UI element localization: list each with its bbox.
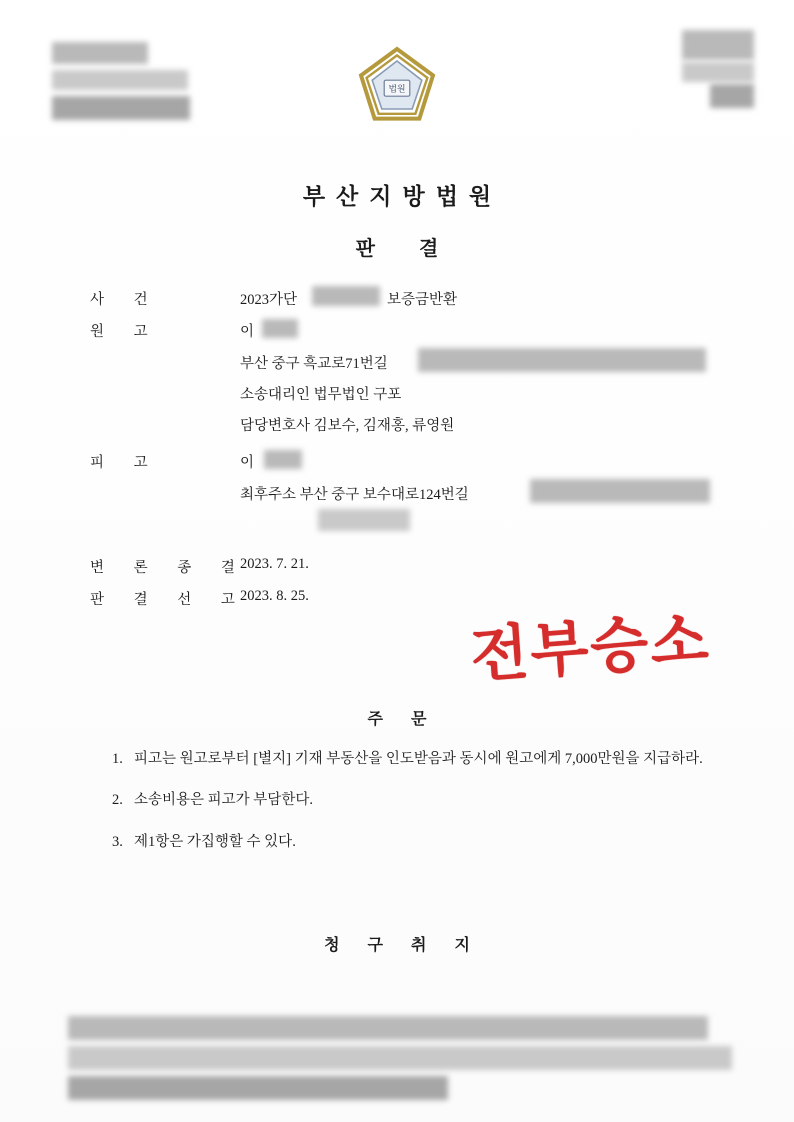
order-number: 2. [112, 792, 123, 809]
info-label-plaintiff: 원 고 [90, 324, 161, 340]
order-text: 피고는 원고로부터 [별지] 기재 부동산을 인도받음과 동시에 원고에게 7,000만원을 지급하라. [134, 751, 703, 767]
info-value-judgment-date: 2023. 8. 25. [240, 588, 309, 604]
redaction-top-right-1 [682, 30, 754, 60]
info-label-case: 사 건 [90, 292, 161, 308]
info-value-defendant [240, 451, 708, 472]
plaintiff-name: 이 [240, 324, 255, 340]
case-subject: 보증금반환 [387, 292, 458, 308]
order-number: 3. [112, 833, 123, 850]
list-item [112, 828, 712, 856]
info-value-hearing-close: 2023. 7. 21. [240, 556, 309, 572]
info-value-attorneys: 담당변호사 김보수, 김재홍, 류영원 [240, 418, 455, 434]
list-item [112, 786, 712, 814]
info-row-plaintiff-address [88, 352, 708, 383]
redaction-top-right-3 [710, 84, 754, 108]
section-heading-juumun: 주 문 [367, 711, 439, 728]
info-value-defendant-address [240, 483, 708, 504]
redaction-defendant-address-1 [530, 479, 710, 503]
redaction-bottom-line-1 [68, 1016, 708, 1040]
redaction-bottom-line-2 [68, 1046, 732, 1070]
result-stamp: 전부승소 [468, 604, 713, 692]
list-item [112, 745, 712, 773]
case-number-prefix: 2023가단 [240, 292, 298, 308]
redaction-defendant-address-2 [318, 509, 410, 531]
redaction-top-right-2 [682, 62, 754, 82]
svg-text:법원: 법원 [388, 84, 406, 95]
plaintiff-address: 부산 중구 흑교로71번길 [240, 356, 388, 372]
redaction-top-left-3 [52, 96, 190, 120]
info-row-hearing-close [88, 556, 708, 588]
orders-list [112, 745, 712, 869]
case-info-block [88, 288, 708, 620]
info-label-judgment-date: 판 결 선 고 [90, 592, 248, 608]
defendant-address: 최후주소 부산 중구 보수대로124번길 [240, 487, 469, 503]
info-row-case [88, 288, 708, 320]
info-value-legal-rep: 소송대리인 법무법인 구포 [240, 387, 402, 403]
redaction-bottom-line-3 [68, 1076, 448, 1100]
order-number: 1. [112, 751, 123, 767]
defendant-name: 이 [240, 455, 255, 471]
order-text: 제1항은 가집행할 수 있다. [134, 833, 296, 850]
redaction-plaintiff-name [262, 319, 298, 338]
redaction-plaintiff-address [418, 348, 706, 372]
section-heading-chunggu: 청 구 취 지 [324, 937, 482, 954]
redaction-top-left-1 [52, 42, 148, 64]
redaction-bottom-paragraph [60, 1010, 740, 1100]
redaction-top-left-2 [52, 70, 188, 90]
info-value-case [240, 288, 708, 309]
info-row-defendant-address [88, 483, 708, 514]
info-row-legal-rep [88, 383, 708, 414]
document-title: 판결 [355, 238, 483, 260]
order-text: 소송비용은 피고가 부담한다. [134, 792, 313, 809]
info-row-attorneys [88, 414, 708, 445]
court-name: 부산지방법원 [302, 184, 503, 209]
redaction-defendant-name [264, 450, 302, 469]
info-label-hearing-close: 변 론 종 결 [90, 560, 248, 576]
info-value-plaintiff [240, 320, 708, 341]
redaction-case-number [312, 286, 380, 306]
info-label-defendant: 피 고 [90, 455, 161, 471]
court-emblem-icon [357, 45, 437, 125]
info-value-plaintiff-address [240, 352, 708, 373]
